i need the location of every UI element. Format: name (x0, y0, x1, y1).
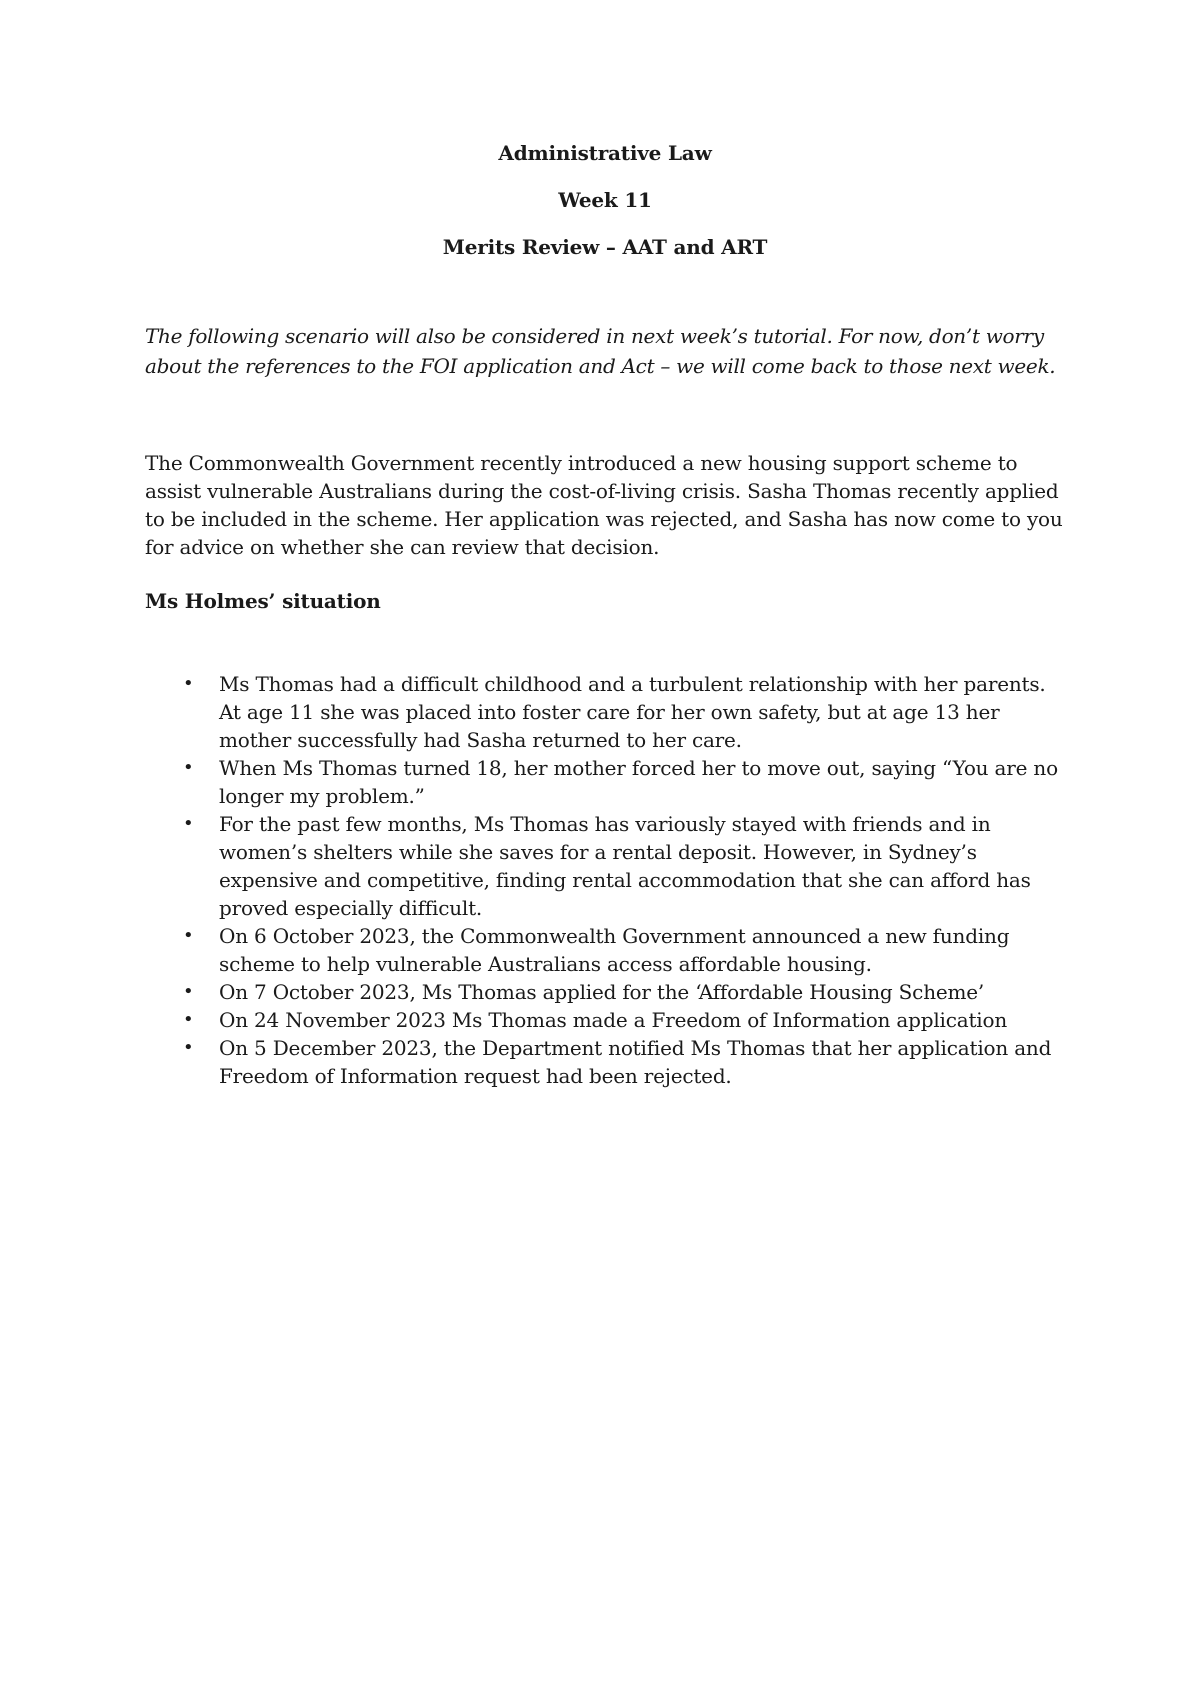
bullet-icon: • (183, 1037, 194, 1058)
list-item (145, 754, 1065, 810)
section-heading: Ms Holmes’ situation (145, 589, 381, 613)
list-item (145, 1006, 1065, 1034)
list-item-text: On 6 October 2023, the Commonwealth Government announced a new funding scheme to help vulnerable Australians access affordable housing. (219, 924, 1010, 976)
list-item (145, 978, 1065, 1006)
list-item-text: On 24 November 2023 Ms Thomas made a Freedom of Information application (219, 1008, 1007, 1032)
document-subtitle: Merits Review – AAT and ART (442, 235, 768, 259)
list-item (145, 1034, 1065, 1090)
document-title: Administrative Law (498, 141, 712, 165)
list-item-text: For the past few months, Ms Thomas has variously stayed with friends and in women’s shelters while she saves for a rental deposit. However, in Sydney’s expensive and competitive, finding rental accommodation that she can afford has proved especially difficult. (219, 812, 1031, 920)
list-item (145, 670, 1065, 754)
bullet-icon: • (183, 1009, 194, 1030)
intro-note: The following scenario will also be considered in next week’s tutorial. For now, don’t worry about the references to the FOI application and Act – we will come back to those next week. (145, 324, 1056, 378)
list-item-text: On 7 October 2023, Ms Thomas applied for the ‘Affordable Housing Scheme’ (219, 980, 985, 1004)
bullet-icon: • (183, 813, 194, 834)
bullet-icon: • (183, 925, 194, 946)
situation-list (145, 670, 1065, 1090)
list-item-text: Ms Thomas had a difficult childhood and a turbulent relationship with her parents. At age 11 she was placed into foster care for her own safety, but at age 13 her mother successfully had Sasha returned to her care. (219, 672, 1046, 752)
bullet-icon: • (183, 673, 194, 694)
list-item-text: On 5 December 2023, the Department notified Ms Thomas that her application and Freedom of Information request had been rejected. (219, 1036, 1052, 1088)
list-item (145, 922, 1065, 978)
bullet-icon: • (183, 981, 194, 1002)
bullet-icon: • (183, 757, 194, 778)
document-page (145, 140, 1065, 1090)
scenario-paragraph: The Commonwealth Government recently introduced a new housing support scheme to assist vulnerable Australians during the cost-of-living crisis. Sasha Thomas recently applied to be included in the scheme. Her application was rejected, and Sasha has now come to you for advice on whether she can review that decision. (145, 451, 1063, 559)
list-item (145, 810, 1065, 922)
list-item-text: When Ms Thomas turned 18, her mother forced her to move out, saying “You are no longer my problem.” (219, 756, 1058, 808)
week-heading: Week 11 (558, 188, 652, 212)
